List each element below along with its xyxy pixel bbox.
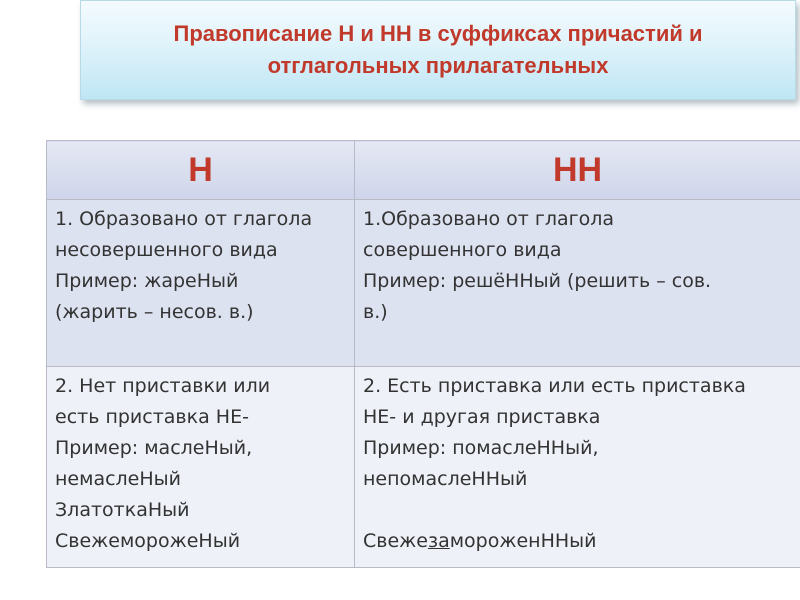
- header-n: Н: [47, 141, 355, 200]
- word-part: мороженННый: [449, 530, 597, 552]
- cell-line: 1. Образовано от глагола: [55, 208, 313, 230]
- cell-line: Пример: жареНый: [55, 270, 239, 292]
- line-gap: [363, 495, 794, 526]
- rule2-nn-cell: [355, 367, 800, 568]
- rule2-n-cell: [47, 367, 355, 568]
- cell-line: немаслеНый: [55, 468, 182, 490]
- cell-line: есть приставка НЕ-: [55, 406, 249, 428]
- table-row: [47, 367, 800, 568]
- cell-line: Пример: помаслеННый,: [363, 437, 599, 459]
- cell-line: 2. Нет приставки или: [55, 375, 271, 397]
- cell-line: 2. Есть приставка или есть приставка: [363, 375, 746, 397]
- title-line-1: Правописание Н и НН в суффиксах причастий и: [173, 21, 703, 46]
- cell-line: совершенного вида: [363, 239, 562, 261]
- cell-line: ЗлатоткаНый: [55, 499, 190, 521]
- word-part: Свеже: [363, 530, 428, 552]
- cell-line: несовершенного вида: [55, 239, 278, 261]
- cell-line: НЕ- и другая приставка: [363, 406, 601, 428]
- underlined-prefix: за: [427, 530, 450, 552]
- cell-line: СвежеморожеНый: [55, 530, 241, 552]
- table-header-row: [47, 141, 800, 200]
- example-word: [363, 526, 794, 557]
- rule1-n-cell: [47, 200, 355, 367]
- spelling-rules-table: [46, 140, 800, 568]
- cell-line: непомаслеННый: [363, 468, 528, 490]
- title-line-2: отглагольных прилагательных: [267, 53, 609, 78]
- title-banner: [80, 0, 796, 100]
- table-row: [47, 200, 800, 367]
- header-nn: НН: [355, 141, 800, 200]
- cell-line: в.): [363, 301, 388, 323]
- cell-line: Пример: маслеНый,: [55, 437, 253, 459]
- cell-line: Пример: решёННый (решить – сов.: [363, 270, 712, 292]
- cell-line: (жарить – несов. в.): [55, 301, 254, 323]
- cell-line: 1.Образовано от глагола: [363, 208, 615, 230]
- rule1-nn-cell: [355, 200, 800, 367]
